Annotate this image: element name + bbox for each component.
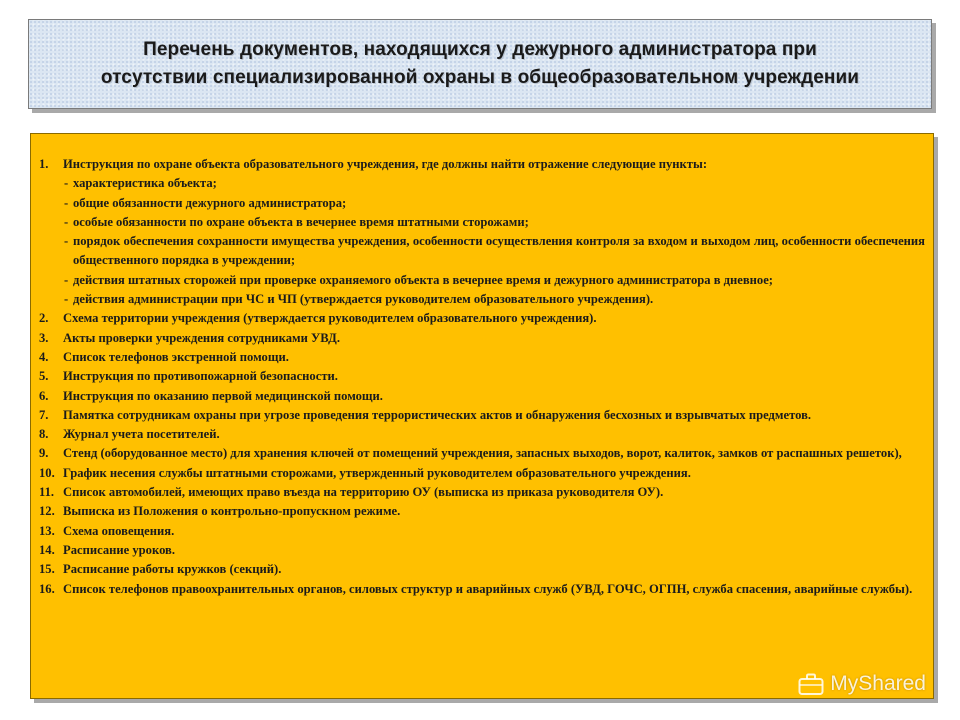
item-number: 13. [39,523,55,538]
item-number: 4. [39,349,49,364]
item-number: 3. [39,330,49,345]
item-text: Расписание уроков. [63,542,176,557]
item-text: Схема оповещения. [63,523,175,538]
item-number: 6. [39,388,49,403]
item-number: 9. [39,446,49,461]
subitem-text: действия администрации при ЧС и ЧП (утверждается руководителем образовательного учреждения). [73,292,654,307]
title-line-1: Перечень документов, находящихся у дежурного администратора при [143,39,817,60]
list-item [39,406,925,425]
item-number: 16. [39,581,55,596]
title-line-2: отсутствии специализированной охраны в общеобразовательном учреждении [100,67,860,88]
list-subitem [39,290,925,309]
item-number: 7. [39,407,49,422]
item-number: 14. [39,542,55,557]
list-item [39,155,925,174]
subitem-dash: - [64,272,69,287]
subitem-dash: - [64,176,69,191]
list-item [39,580,925,599]
item-text: Расписание работы кружков (секций). [63,562,282,577]
item-number: 8. [39,427,49,442]
list-item [39,329,925,348]
list-subitem [39,213,925,232]
item-text: Схема территории учреждения (утверждается руководителем образовательного учреждения). [63,311,597,326]
watermark [798,672,926,696]
list-subitem [39,174,925,193]
subitem-text: характеристика объекта; [73,176,217,191]
item-text: Выписка из Положения о контрольно-пропускном режиме. [63,504,401,519]
item-number: 15. [39,562,55,577]
subitem-dash: - [64,292,69,307]
list-item [39,444,925,463]
item-text: Памятка сотрудникам охраны при угрозе проведения террористических актов и обнаружения бесхозных и взрывчатых предметов. [63,407,812,422]
item-text: Список автомобилей, имеющих право въезда на территорию ОУ (выписка из приказа руководителя ОУ). [63,485,664,500]
item-text: Инструкция по охране объекта образовательного учреждения, где должны найти отражение следующие пункты: [63,157,708,171]
item-number: 5. [39,369,49,384]
item-text: График несения службы штатными сторожами, утвержденный руководителем образовательного учреждения. [63,465,691,480]
list-item [39,367,925,386]
item-text: Инструкция по оказанию первой медицинской помощи. [63,388,383,403]
item-text: Список телефонов правоохранительных органов, силовых структур и аварийных служб (УВД, ГОЧС, ОГПН, служба спасения, аварийные службы). [63,581,913,596]
subitem-text: действия штатных сторожей при проверке охраняемого объекта в вечернее время и дежурного администратора в дневное; [73,272,773,287]
watermark-text: MyShared [830,672,926,695]
list-item [39,387,925,406]
list-item [39,522,925,541]
item-text: Журнал учета посетителей. [63,427,220,442]
subitem-dash: - [64,214,69,229]
item-number: 1. [39,157,49,171]
subitem-dash: - [64,195,69,210]
list-item [39,425,925,444]
list-subitem [39,271,925,290]
list-item [39,309,925,328]
list-item [39,348,925,367]
item-number: 10. [39,465,55,480]
item-text: Инструкция по противопожарной безопасности. [63,369,338,384]
list-item [39,502,925,521]
list-item [39,464,925,483]
list-item [39,541,925,560]
item-text: Акты проверки учреждения сотрудниками УВД. [63,330,340,345]
list-item [39,483,925,502]
item-number: 12. [39,504,55,519]
list-subitem [39,194,925,213]
document-list-panel [30,133,934,699]
subitem-text: особые обязанности по охране объекта в вечернее время штатными сторожами; [73,214,529,229]
item-text: Список телефонов экстренной помощи. [63,349,289,364]
title-panel [28,19,932,109]
document-list [39,155,925,599]
list-subitem [39,232,925,271]
page-title [101,36,859,92]
subitem-text: порядок обеспечения сохранности имущества учреждения, особенности осуществления контроля за входом и выходом лиц, особенности обеспечения общественного порядка в учреждении; [73,234,925,268]
subitem-text: общие обязанности дежурного администратора; [73,195,347,210]
item-number: 2. [39,311,49,326]
item-text: Стенд (оборудованное место) для хранения ключей от помещений учреждения, запасных выходов, ворот, калиток, замков от распашных решеток), [63,446,902,461]
briefcase-icon [798,672,824,696]
list-item [39,560,925,579]
subitem-dash: - [64,234,69,249]
item-number: 11. [39,485,55,500]
